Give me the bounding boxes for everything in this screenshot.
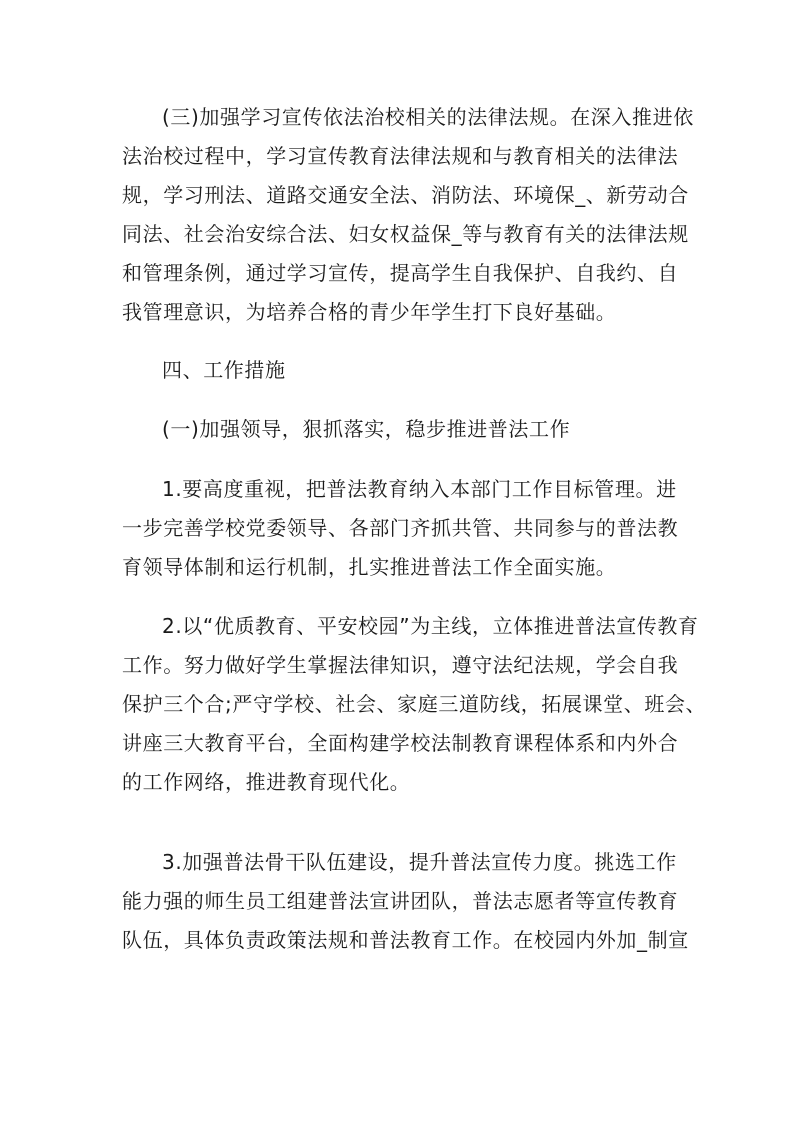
text-line: 保护三个合;严守学校、社会、家庭三道防线，拓展课堂、班会、 — [122, 692, 707, 716]
text-line: 的工作网络，推进教育现代化。 — [122, 770, 411, 794]
text-line: 一步完善学校党委领导、各部门齐抓共管、共同参与的普法教 — [122, 516, 679, 540]
text-line: 队伍，具体负责政策法规和普法教育工作。在校园内外加_制宣 — [122, 928, 689, 952]
text-line: 同法、社会治安综合法、妇女权益保_等与教育有关的法律法规 — [122, 222, 689, 246]
text-line: (三)加强学习宣传依法治校相关的法律法规。在深入推进依 — [162, 105, 694, 129]
text-line: 1.要高度重视，把普法教育纳入本部门工作目标管理。进 — [162, 477, 677, 501]
text-line: 法治校过程中，学习宣传教育法律法规和与教育相关的法律法 — [122, 144, 679, 168]
text-line: 规，学习刑法、道路交通安全法、消防法、环境保_、新劳动合 — [122, 183, 689, 207]
heading-text: 四、工作措施 — [162, 358, 286, 382]
text-line: 2.以“优质教育、平安校园”为主线，立体推进普法宣传教育 — [162, 614, 699, 638]
text-line: 我管理意识，为培养合格的青少年学生打下良好基础。 — [122, 300, 617, 324]
text-line: 和管理条例，通过学习宣传，提高学生自我保护、自我约、自 — [122, 261, 679, 285]
text-line: 工作。努力做好学生掌握法律知识，遵守法纪法规，学会自我 — [122, 653, 679, 677]
text-line: 育领导体制和运行机制，扎实推进普法工作全面实施。 — [122, 555, 617, 579]
subheading-text: (一)加强领导，狠抓落实，稳步推进普法工作 — [162, 417, 571, 441]
text-line: 3.加强普法骨干队伍建设，提升普法宣传力度。挑选工作 — [162, 850, 677, 874]
text-line: 能力强的师生员工组建普法宣讲团队，普法志愿者等宣传教育 — [122, 889, 679, 913]
text-line: 讲座三大教育平台，全面构建学校法制教育课程体系和内外合 — [122, 731, 679, 755]
